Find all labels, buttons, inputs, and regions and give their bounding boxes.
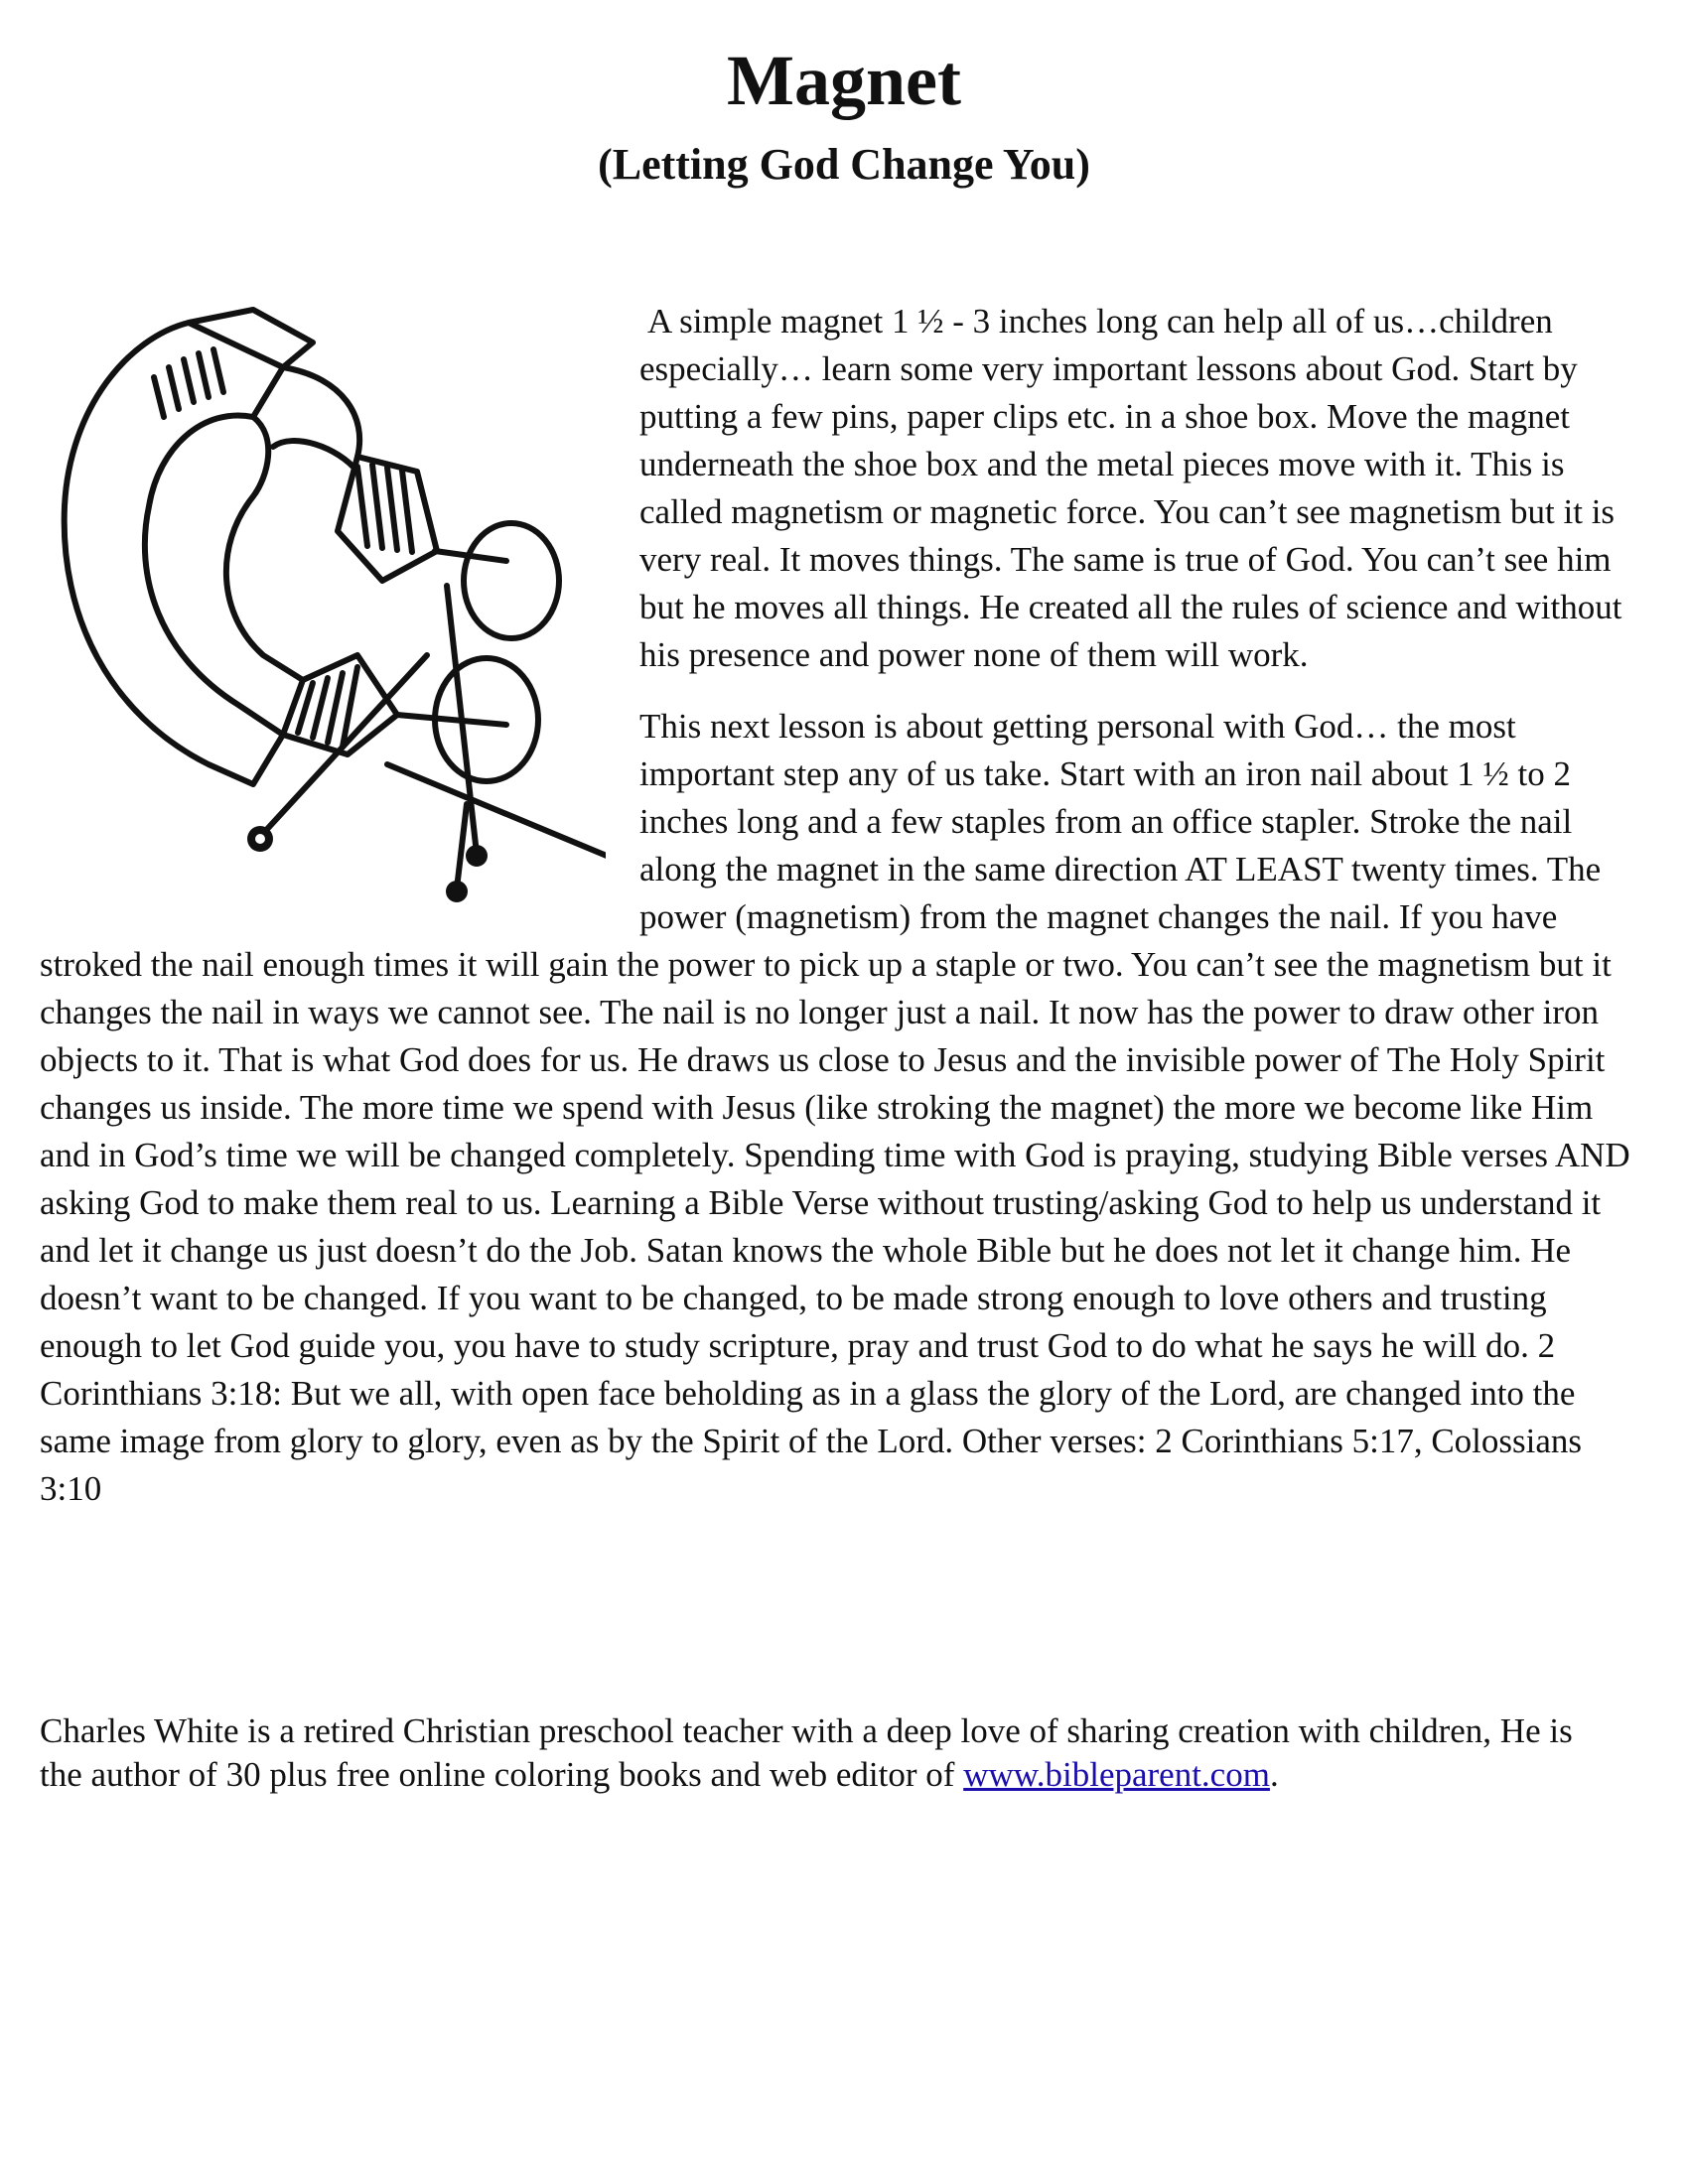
horseshoe-magnet-with-pins-icon (40, 298, 606, 903)
website-link[interactable]: www.bibleparent.com (963, 1755, 1270, 1794)
author-bio (40, 1709, 1589, 1797)
page-title: Magnet (727, 41, 961, 120)
page-subtitle: (Letting God Change You) (598, 140, 1090, 189)
article-body (40, 298, 1638, 1537)
author-bio-trailing: . (1269, 1755, 1279, 1794)
paragraph-magnetism-intro: A simple magnet 1 ½ - 3 inches long can help all of us…children especially… learn some very important lessons about God. Start by putting a few pins, paper clips etc. in a shoe box. Move the magnet underneath the shoe box and the metal pieces move with it. This is called magnetism or magnetic force. You can’t see magnetism but it is very real. It moves things. The same is true of God. You can’t see him but he moves all things. He created all the rules of science and without his presence and power none of them will work. (639, 302, 1622, 674)
paragraph-nail-lesson: This next lesson is about getting personal with God… the most important step any of us take. Start with an iron nail about 1 ½ to 2 inches long and a few staples from an office stapler. Stroke the nail along the magnet in the same direction AT LEAST twenty times. The power (magnetism) from the magnet changes the nail. If you have stroked the nail enough times it will gain the power to pick up a staple or two. You can’t see the magnetism but it changes the nail in ways we cannot see. The nail is no longer just a nail. It now has the power to draw other iron objects to it. That is what God does for us. He draws us close to Jesus and the invisible power of The Holy Spirit changes us inside. The more time we spend with Jesus (like stroking the magnet) the more we become like Him and in God’s time we will be changed completely. Spending time with God is praying, studying Bible verses AND asking God to make them real to us. Learning a Bible Verse without trusting/asking God to help us understand it and let it change us just doesn’t do the Job. Satan knows the whole Bible but he does not let it change him. He doesn’t want to be changed. If you want to be changed, to be made strong enough to love others and trusting enough to let God guide you, you have to study scripture, pray and trust God to do what he says he will do. 2 Corinthians 3:18: But we all, with open face beholding as in a glass the glory of the Lord, are changed into the same image from glory to glory, even as by the Spirit of the Lord. Other verses: 2 Corinthians 5:17, Colossians 3:10 (40, 707, 1630, 1508)
author-bio-text: Charles White is a retired Christian preschool teacher with a deep love of sharing creation with children, He is the author of 30 plus free online coloring books and web editor of (40, 1711, 1573, 1794)
